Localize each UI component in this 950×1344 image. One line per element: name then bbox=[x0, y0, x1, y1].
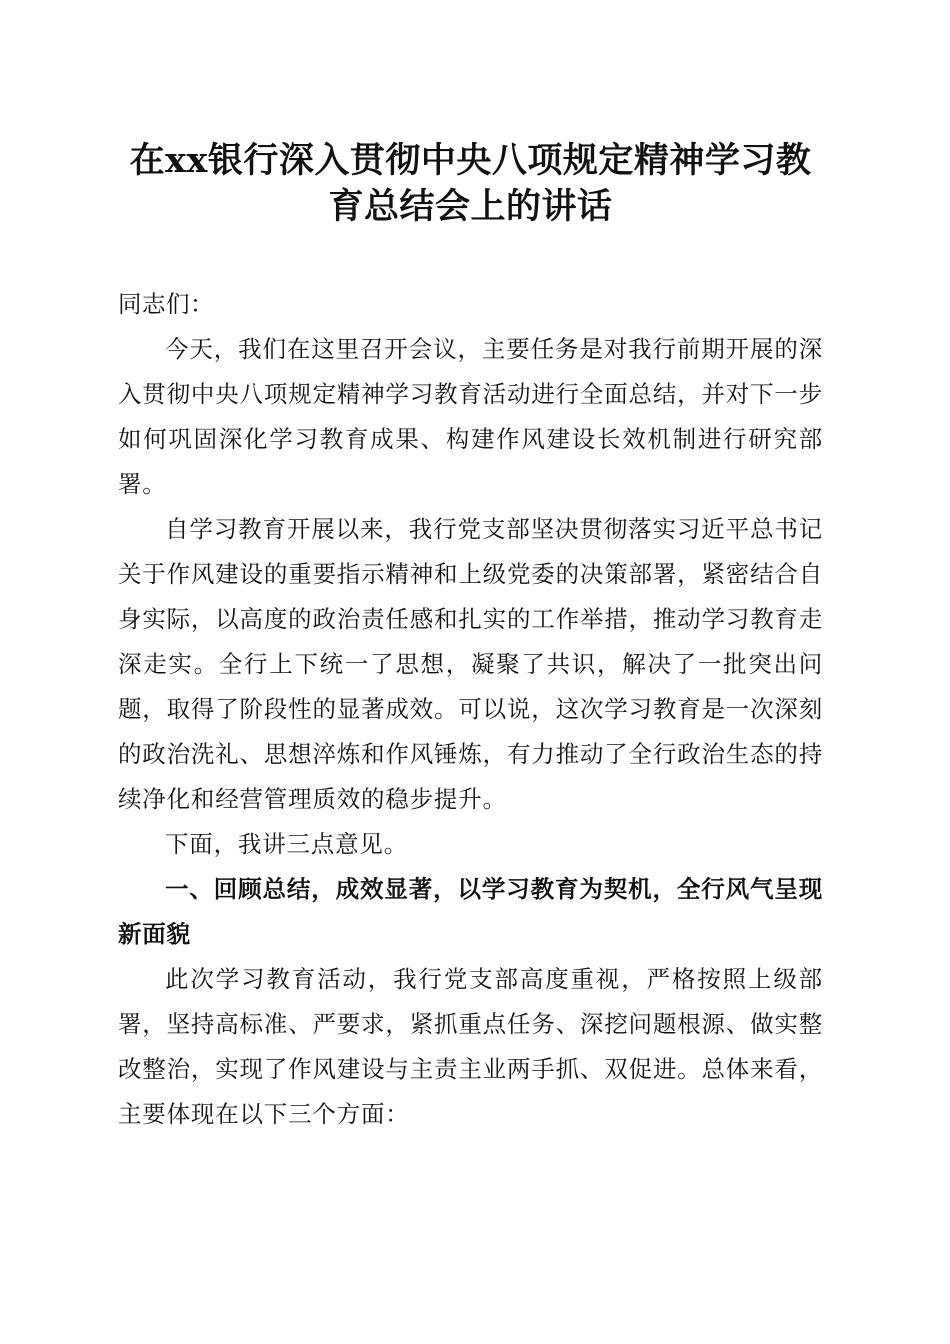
section-paragraph-1: 此次学习教育活动，我行党支部高度重视，严格按照上级部署，坚持高标准、严要求，紧抓重点任务、深挖问题根源、做实整改整治，实现了作风建设与主责主业两手抓、双促进。总体来看，主要体现在以下三个方面： bbox=[118, 965, 823, 1128]
paragraph-achievements: 自学习教育开展以来，我行党支部坚决贯彻落实习近平总书记关于作风建设的重要指示精神和上级党委的决策部署，紧密结合自身实际，以高度的政治责任感和扎实的工作举措，推动学习教育走深走实。全行上下统一了思想，凝聚了共识，解决了一批突出问题，取得了阶段性的显著成效。可以说，这次学习教育是一次深刻的政治洗礼、思想淬炼和作风锤炼，有力推动了全行政治生态的持续净化和经营管理质效的稳步提升。 bbox=[118, 515, 823, 813]
paragraph-opening: 今天，我们在这里召开会议，主要任务是对我行前期开展的深入贯彻中央八项规定精神学习教育活动进行全面总结，并对下一步如何巩固深化学习教育成果、构建作风建设长效机制进行研究部署。 bbox=[118, 335, 823, 498]
document-title bbox=[118, 138, 823, 230]
paragraph-three-points: 下面，我讲三点意见。 bbox=[165, 830, 408, 858]
salutation: 同志们： bbox=[118, 290, 214, 318]
document-page bbox=[118, 138, 823, 1137]
title-line-2: 育总结会上的讲话 bbox=[328, 186, 613, 227]
title-line-1: 在xx银行深入贯彻中央八项规定精神学习教 bbox=[129, 140, 812, 181]
section-heading-1: 一、回顾总结，成效显著，以学习教育为契机，全行风气呈现新面貌 bbox=[118, 875, 823, 948]
